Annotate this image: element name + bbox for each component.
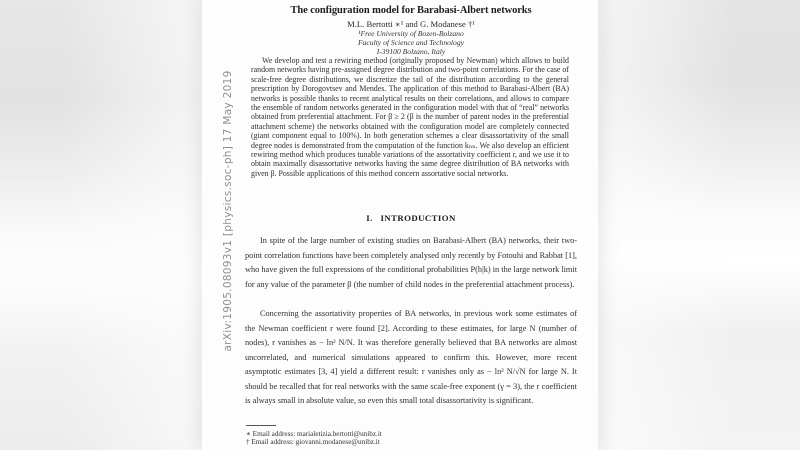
footnote-email-modanese: † Email address: giovanni.modanese@unibz.it [246,438,380,446]
section-heading-introduction: I. INTRODUCTION [366,213,456,223]
background-blur-left [0,0,210,450]
footnote-email-bertotti: ∗ Email address: marialetizia.bertotti@unibz.it [246,430,382,438]
footnote-rule [246,425,276,426]
affiliation-department: Faculty of Science and Technology [357,38,464,48]
affiliation-address: I-39100 Bolzano, Italy [376,47,446,57]
paper-content [245,0,577,450]
intro-paragraph-2: Concerning the assortativity properties of BA networks, in previous work some estimates of the Newman coefficient r were found [2]. According to these estimates, for large N (number of nodes), r vanishes as − ln² N/N. It was therefore generally believed that BA networks are almost uncorrelated, and numerical simulations appeared to confirm this. However, more recent asymptotic estimates [3, 4] yield a different result: r vanishes only as − ln² N/√N for large N. It should be recalled that for real networks with the same scale-free exponent (γ = 3), the r coefficient is always small in absolute value, so even this small total disassortativity is significant. [245,309,577,405]
affiliation-block [245,29,577,57]
paper-page [202,0,598,450]
arxiv-watermark: arXiv:1905.08093v1 [physics.soc-ph] 17 May 2019 [222,70,234,352]
intro-paragraph-1: In spite of the large number of existing studies on Barabasi-Albert (BA) networks, their two-point correlation functions have been completely analysed only recently by Fotouhi and Rabbat [1], who have given the full expressions of the conditional probabilities P(h|k) in the large network limit for any value of the parameter β (the number of child nodes in the preferential attachment process). [245,236,577,289]
background-blur-right [590,0,800,450]
abstract-paragraph: We develop and test a rewiring method (originally proposed by Newman) which allows to build random networks having pre-assigned degree distribution and two-point correlations. For the case of scale-free degree distributions, we discretize the tail of the distribution according to the general prescription by Dorogovtsev and Mendes. The application of this method to Barabasi-Albert (BA) networks is possible thanks to recent analytical results on their correlations, and allows to compare the ensemble of random networks generated in the configuration model with that of “real” networks obtained from preferential attachment. For β ≥ 2 (β is the number of parent nodes in the preferential attachment scheme) the networks obtained with the configuration model are completely connected (giant component equal to 100%). In both generation schemes a clear disassortativity of the small degree nodes is demonstrated from the computation of the function kₙₙ. We also develop an efficient rewiring method which produces tunable variations of the assortativity coefficient r, and we use it to obtain maximally disassortative networks having the same degree distribution of BA networks with given β. Possible applications of this method concern assortative social networks. [251,56,569,178]
affiliation-institute: ¹Free University of Bozen-Bolzano [358,29,464,38]
author-line: M.L. Bertotti ∗¹ and G. Modanese †¹ [347,19,475,29]
paper-title: The configuration model for Barabasi-Albert networks [290,5,532,16]
